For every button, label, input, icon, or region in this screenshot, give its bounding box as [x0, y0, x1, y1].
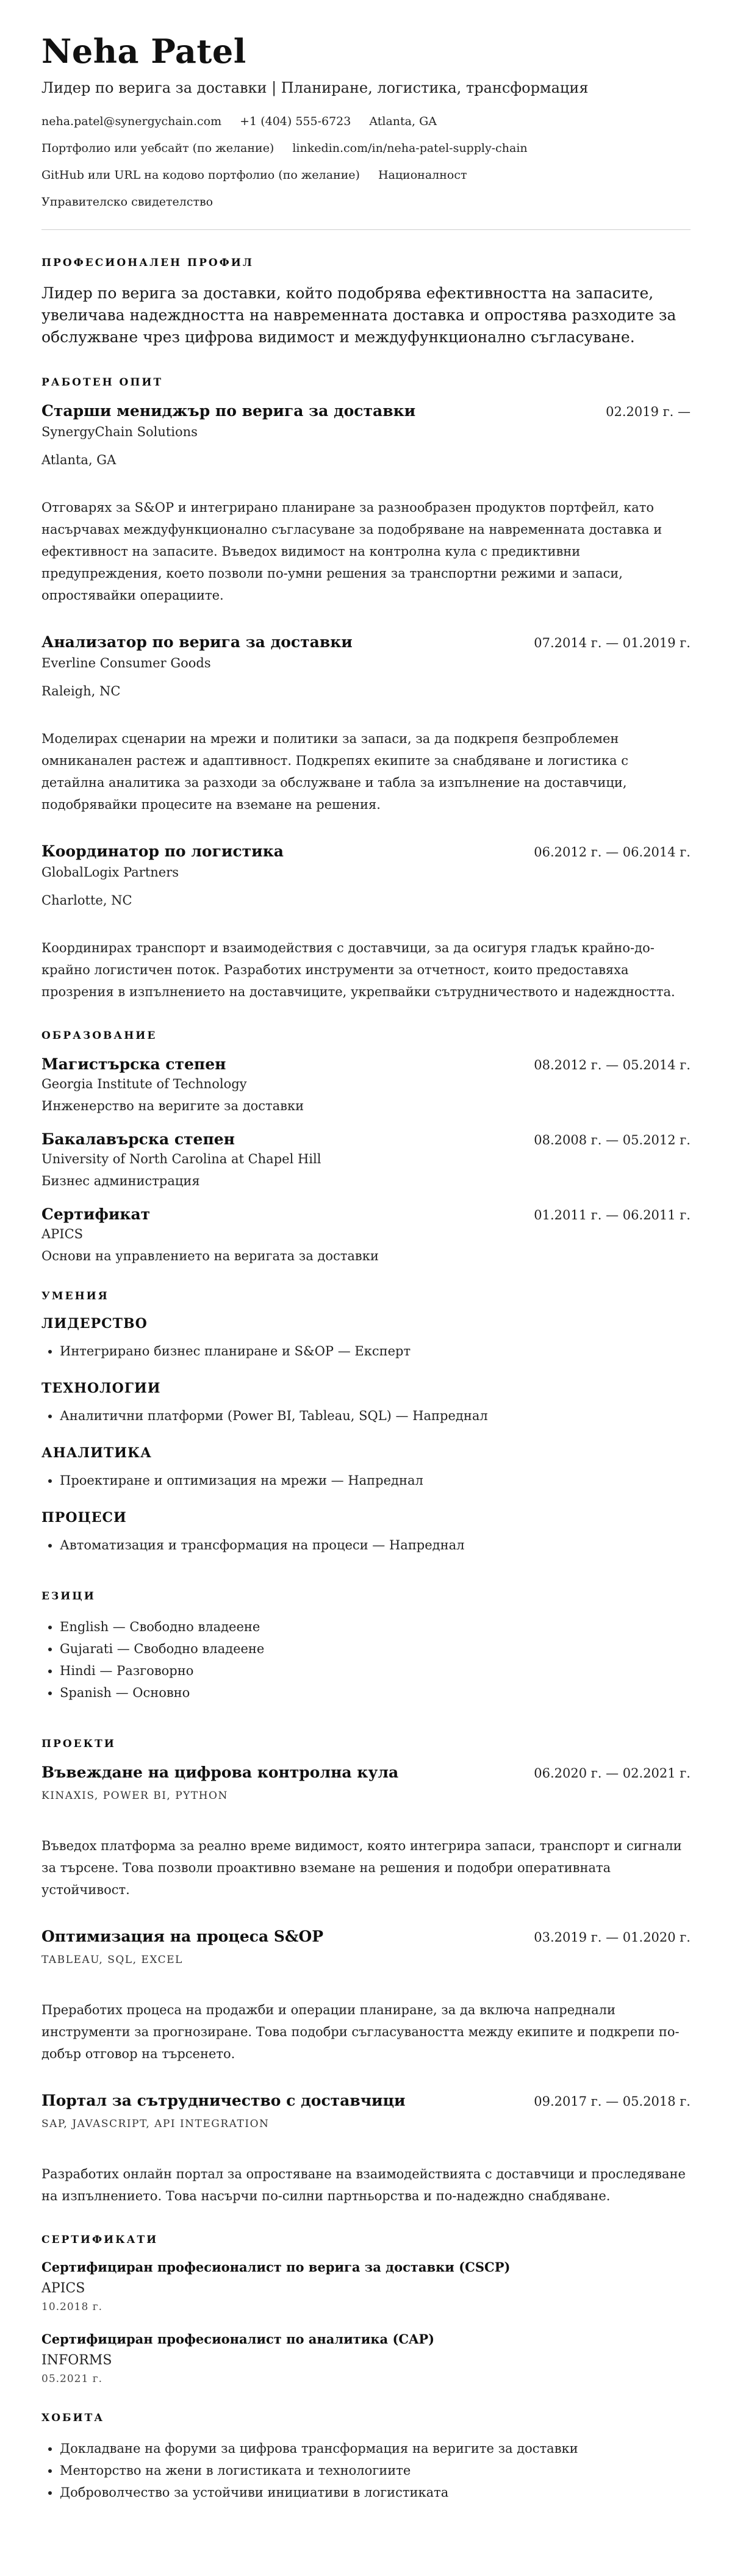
language-item: • Gujarati — Свободно владеене [60, 1638, 691, 1660]
job-dates: 07.2014 г. — 01.2019 г. [534, 636, 691, 650]
project-name: Въвеждане на цифрова контролна кула [41, 1763, 399, 1781]
skill-category-title: ТЕХНОЛОГИИ [41, 1380, 161, 1396]
language-item: • Hindi — Разговорно [60, 1660, 691, 1682]
project-name: Портал за сътрудничество с доставчици [41, 2092, 406, 2109]
job-location: Charlotte, NC [41, 893, 132, 908]
skill-list [41, 1469, 691, 1491]
hobby-item: • Доброволчество за устойчиви инициативи в логистиката [60, 2481, 691, 2503]
job-title: Старши мениджър по верига за доставки [41, 402, 416, 420]
certification-entry [41, 2331, 691, 2385]
job-dates: 02.2019 г. — [606, 404, 691, 419]
project-dates: 06.2020 г. — 02.2021 г. [534, 1766, 691, 1781]
project-entry [41, 2092, 691, 2207]
skill-category-title: АНАЛИТИКА [41, 1445, 152, 1461]
skill-item: • Автоматизация и трансформация на процеси — Напреднал [60, 1534, 691, 1556]
project-entry [41, 1763, 691, 1901]
degree-title: Магистърска степен [41, 1055, 226, 1073]
skill-list [41, 1534, 691, 1556]
field-of-study: Инженерство на веригите за доставки [41, 1099, 304, 1113]
job-location: Atlanta, GA [41, 453, 117, 467]
contact-github[interactable]: GitHub или URL на кодово портфолио (по желание) [41, 168, 360, 182]
skill-list [41, 1340, 691, 1362]
job-description: Координирах транспорт и взаимодействия с доставчици, за да осигуря гладък крайно-до-крайно логистичен поток. Разработих инструменти за отчетност, които предоставяха прозрения в изпълнението на доставчиците, укрепвайки сътрудничеството и надеждността. [41, 941, 675, 999]
education-entry [41, 1205, 691, 1263]
project-dates: 09.2017 г. — 05.2018 г. [534, 2094, 691, 2109]
hobby-list [41, 2438, 691, 2503]
project-dates: 03.2019 г. — 01.2020 г. [534, 1930, 691, 1945]
language-item: • English — Свободно владеене [60, 1616, 691, 1638]
contact-linkedin[interactable]: linkedin.com/in/neha-patel-supply-chain [292, 142, 528, 155]
project-name: Оптимизация на процеса S&OP [41, 1928, 324, 1945]
school-name: University of North Carolina at Chapel Hill [41, 1152, 321, 1166]
section-title-hobbies: ХОБИТА [41, 2412, 105, 2424]
experience-entry [41, 842, 691, 1003]
certification-date: 10.2018 г. [41, 2301, 103, 2313]
section-title-profile: ПРОФЕСИОНАЛЕН ПРОФИЛ [41, 257, 254, 269]
degree-title: Бакалавърска степен [41, 1130, 235, 1148]
field-of-study: Бизнес администрация [41, 1174, 200, 1188]
candidate-name: Neha Patel [41, 32, 246, 71]
school-name: APICS [41, 1227, 84, 1241]
education-dates: 08.2008 г. — 05.2012 г. [534, 1133, 691, 1147]
project-entry [41, 1928, 691, 2065]
section-title-certifications: СЕРТИФИКАТИ [41, 2234, 159, 2246]
section-title-projects: ПРОЕКТИ [41, 1738, 116, 1750]
contact-license: Управителско свидетелство [41, 195, 214, 209]
education-dates: 08.2012 г. — 05.2014 г. [534, 1058, 691, 1072]
certification-name: Сертифициран професионалист по аналитика (CAP) [41, 2331, 435, 2347]
degree-title: Сертификат [41, 1205, 151, 1223]
experience-entry [41, 633, 691, 816]
contact-email[interactable]: neha.patel@synergychain.com [41, 115, 222, 128]
contact-location: Atlanta, GA [369, 115, 437, 128]
hobby-item: • Менторство на жени в логистиката и технологиите [60, 2459, 691, 2481]
skill-item: • Аналитични платформи (Power BI, Tableau, SQL) — Напреднал [60, 1405, 691, 1427]
certification-entry [41, 2259, 691, 2313]
hobby-item: • Докладване на форуми за цифрова трансформация на веригите за доставки [60, 2438, 691, 2459]
headline: Лидер по верига за доставки | Планиране, логистика, трансформация [41, 79, 589, 96]
company-name: GlobalLogix Partners [41, 865, 179, 880]
header-divider [41, 229, 691, 230]
project-description: Въведох платформа за реално време видимост, която интегрира запаси, транспорт и сигнали за търсене. Това позволи проактивно вземане на решения и подобри оперативната устойчивост. [41, 1839, 682, 1897]
company-name: SynergyChain Solutions [41, 425, 198, 439]
job-title: Координатор по логистика [41, 842, 284, 860]
education-dates: 01.2011 г. — 06.2011 г. [534, 1208, 691, 1222]
project-description: Разработих онлайн портал за опростяване на взаимодействията с доставчици и проследяване на изпълнението. Това насърчи по-силни партньорства и по-надеждно снабдяване. [41, 2167, 686, 2203]
certification-name: Сертифициран професионалист по верига за доставки (CSCP) [41, 2259, 511, 2275]
certification-issuer: INFORMS [41, 2353, 112, 2368]
skill-list [41, 1405, 691, 1427]
education-entry [41, 1055, 691, 1113]
contact-portfolio[interactable]: Портфолио или уебсайт (по желание) [41, 142, 274, 155]
job-title: Анализатор по верига за доставки [41, 633, 353, 651]
contact-row-extra [41, 168, 691, 182]
company-name: Everline Consumer Goods [41, 656, 211, 670]
skill-item: • Интегрирано бизнес планиране и S&OP — Експерт [60, 1340, 691, 1362]
skill-category-title: ПРОЦЕСИ [41, 1510, 127, 1526]
project-tech: TABLEAU, SQL, EXCEL [41, 1954, 183, 1966]
job-description: Отговарях за S&OP и интегрирано планиране за разнообразен продуктов портфейл, като насърчавах междуфункционално съгласуване за подобряване на навременната доставка и ефективност на запасите. Въведох видимост на контролна кула с предиктивни предупреждения, което позволи по-умни решения за транспортни режими и запаси, опростявайки операциите. [41, 500, 662, 603]
school-name: Georgia Institute of Technology [41, 1077, 247, 1091]
field-of-study: Основи на управлението на веригата за доставки [41, 1249, 379, 1263]
project-tech: KINAXIS, POWER BI, PYTHON [41, 1790, 228, 1802]
project-description: Преработих процеса на продажби и операции планиране, за да включа напреднали инструменти за прогнозиране. Това подобри съгласуваността между екипите и подкрепи по-добър отговор на търсенето. [41, 2003, 680, 2061]
section-title-languages: ЕЗИЦИ [41, 1590, 96, 1602]
job-dates: 06.2012 г. — 06.2014 г. [534, 845, 691, 859]
skill-item: • Проектиране и оптимизация на мрежи — Напреднал [60, 1469, 691, 1491]
contact-row-primary [41, 115, 691, 128]
section-title-education: ОБРАЗОВАНИЕ [41, 1030, 157, 1042]
section-title-skills: УМЕНИЯ [41, 1290, 109, 1302]
experience-entry [41, 402, 691, 606]
section-title-experience: РАБОТЕН ОПИТ [41, 376, 163, 389]
job-description: Моделирах сценарии на мрежи и политики за запаси, за да подкрепя безпроблемен омниканален растеж и адаптивност. Подкрепях екипите за снабдяване и логистика с детайлна аналитика за разходи за обслужване и табла за изпълнение на доставчици, подобрявайки процесите на вземане на решения. [41, 731, 628, 812]
project-tech: SAP, JAVASCRIPT, API INTEGRATION [41, 2118, 270, 2130]
contact-row-links [41, 142, 691, 155]
contact-nationality: Националност [378, 168, 467, 182]
contact-phone[interactable]: +1 (404) 555-6723 [240, 115, 351, 128]
contact-row-license [41, 195, 691, 209]
language-list [41, 1616, 691, 1704]
certification-date: 05.2021 г. [41, 2373, 103, 2385]
education-entry [41, 1130, 691, 1188]
job-location: Raleigh, NC [41, 684, 121, 698]
profile-summary: Лидер по верига за доставки, който подобрява ефективността на запасите, увеличава надеждността на навременната доставка и опростява разходите за обслужване чрез цифрова видимост и междуфункционално съгласуване. [41, 284, 676, 346]
skill-category-title: ЛИДЕРСТВО [41, 1316, 148, 1332]
language-item: • Spanish — Основно [60, 1682, 691, 1704]
certification-issuer: APICS [41, 2281, 85, 2296]
